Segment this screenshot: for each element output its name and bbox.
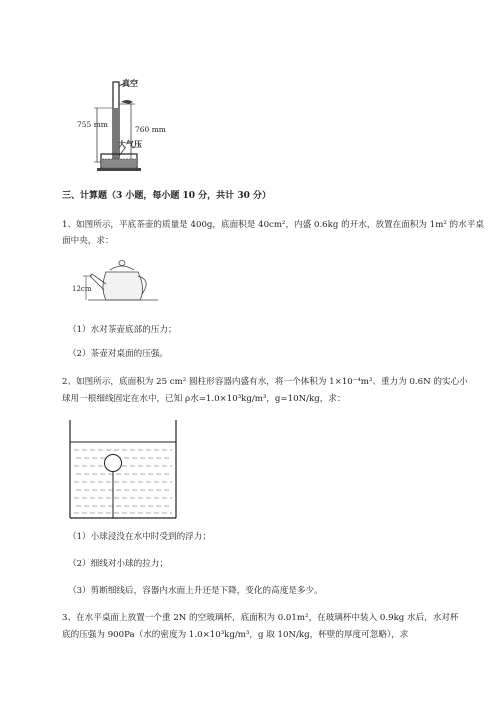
vacuum-label: 真空	[122, 78, 138, 88]
height-760-label: 760 mm	[135, 125, 166, 134]
q1-text-line2: 面中央，求：	[62, 236, 114, 246]
q2-subquestion-2: （2）细线对小球的拉力；	[68, 559, 168, 569]
q1-subquestion-2: （2）茶壶对桌面的压强。	[68, 349, 168, 359]
atmospheric-pressure-label: 大气压	[118, 139, 142, 149]
section-heading: 三、计算题（3 小题，每小题 10 分，共计 30 分）	[62, 191, 271, 201]
height-755-label: 755 mm	[77, 120, 108, 129]
q2-text-line1: 2、如图所示，底面积为 25 cm² 圆柱形容器内盛有水，将一个体积为 1×10⁻⁴m³、重力为 0.6N 的实心小	[62, 377, 468, 387]
q3-text-line1: 3、在水平桌面上放置一个重 2N 的空玻璃杯，底面积为 0.01m²，在玻璃杯中装入 0.9kg 水后，水对杯	[62, 613, 459, 623]
q1-text-line1: 1、如图所示，平底茶壶的质量是 400g，底面积是 40cm²，内盛 0.6kg 的开水，放置在面积为 1m² 的水平桌	[62, 220, 484, 230]
teapot-height-label: 12cm	[72, 285, 92, 293]
q3-text-line2: 底的压强为 900Pa（水的密度为 1.0×10³kg/m³，g 取 10N/kg，杯壁的厚度可忽略），求	[62, 630, 409, 640]
q2-subquestion-1: （1）小球浸没在水中时受到的浮力；	[68, 532, 211, 542]
q2-subquestion-3: （3）剪断细线后，容器内水面上升还是下降，变化的高度是多少。	[68, 586, 323, 596]
container-ball-figure	[68, 420, 178, 520]
q2-text-line2: 球用一根细线固定在水中，已知 ρ水=1.0×10³kg/m³，g=10N/kg，求：	[62, 394, 346, 404]
q1-subquestion-1: （1）水对茶壶底部的压力；	[68, 325, 177, 335]
